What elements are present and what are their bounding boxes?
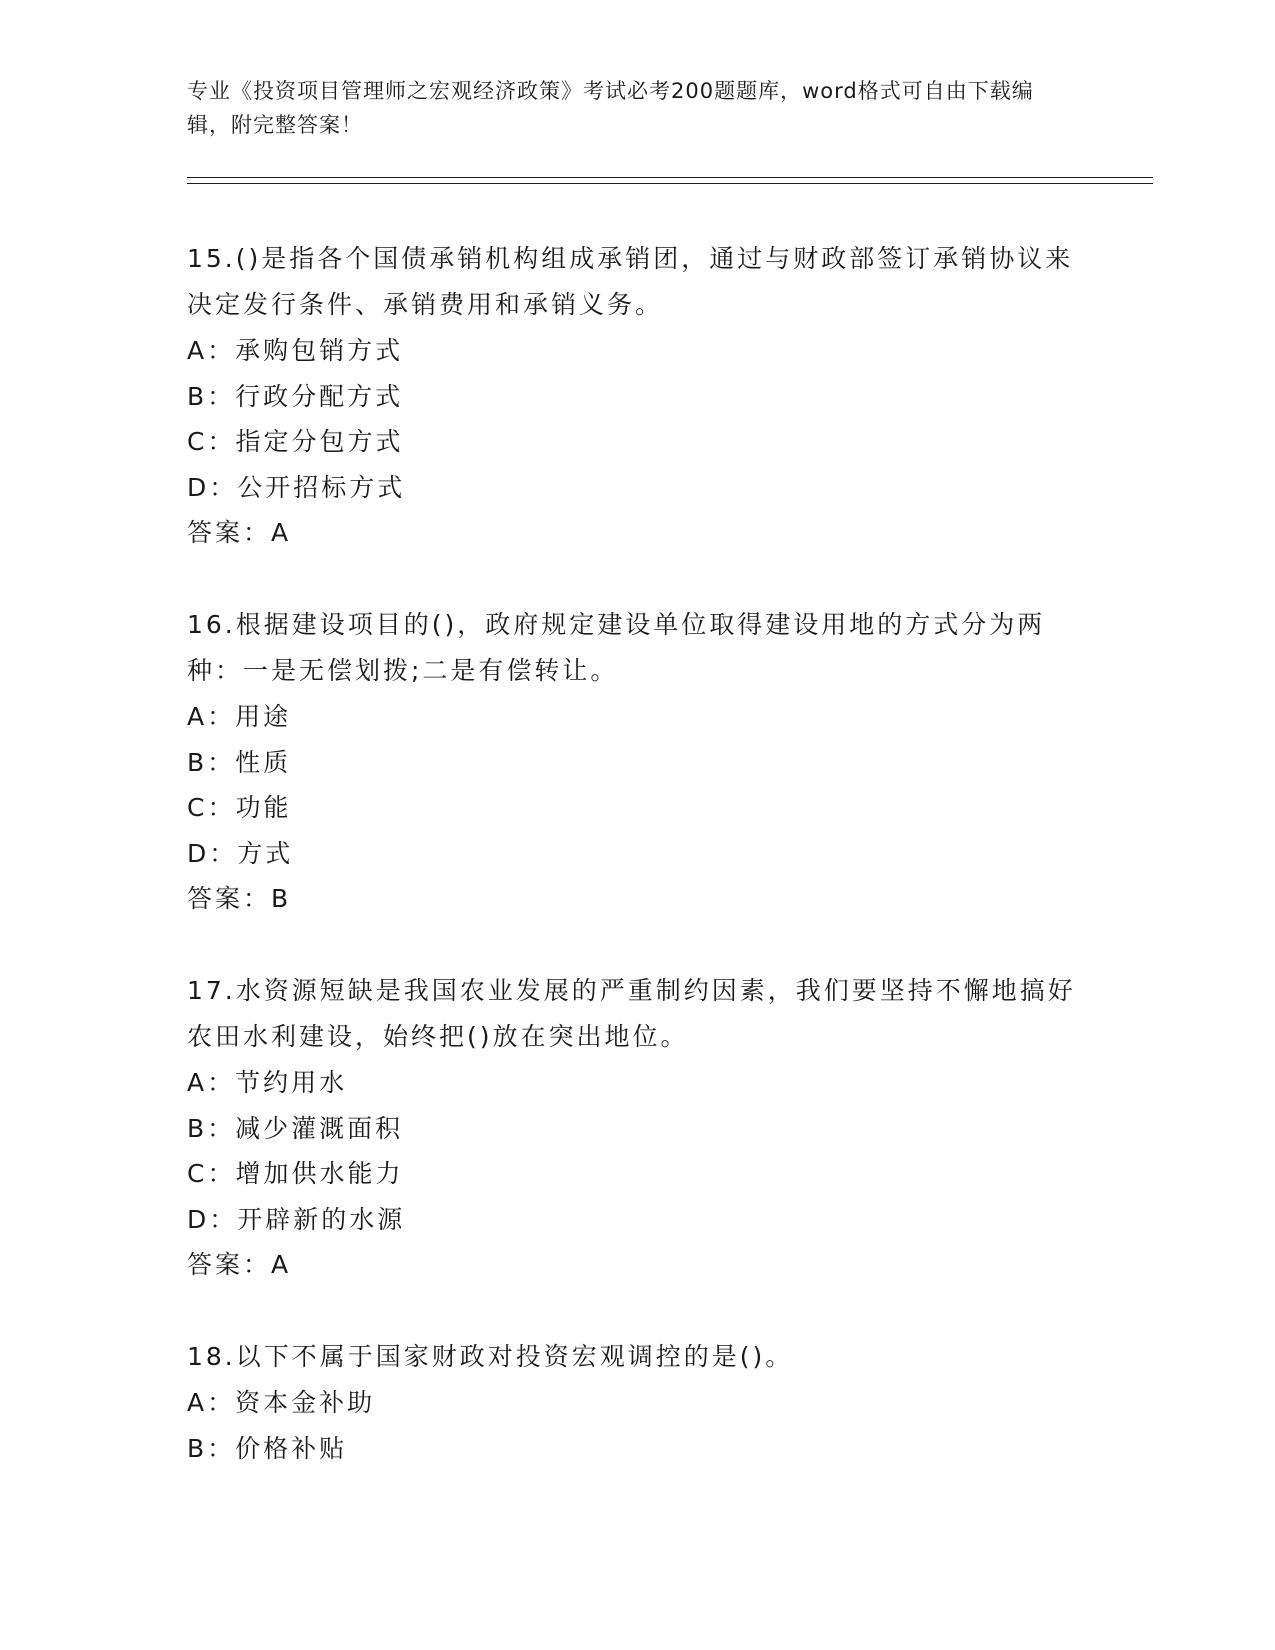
option-d: D：开辟新的水源 [187, 1204, 406, 1234]
question-stem: 16.根据建设项目的()，政府规定建设单位取得建设用地的方式分为两种：一是无偿划拨;二是有偿转让。 [187, 610, 1046, 685]
question-15 [187, 236, 1087, 556]
answer-line: 答案：A [187, 518, 292, 547]
option-b: B：价格补贴 [187, 1433, 348, 1463]
option-c: C：增加供水能力 [187, 1159, 404, 1188]
option-c: C：指定分包方式 [187, 427, 404, 456]
option-d: D：公开招标方式 [187, 472, 406, 502]
question-list [187, 236, 1087, 1517]
header-text: 专业《投资项目管理师之宏观经济政策》考试必考200题题库，word格式可自由下载编辑，附完整答案！ [187, 79, 1034, 137]
header-divider-bottom [187, 183, 1153, 184]
option-c: C：功能 [187, 793, 292, 822]
question-stem: 15.()是指各个国债承销机构组成承销团，通过与财政部签订承销协议来决定发行条件、承销费用和承销义务。 [187, 244, 1074, 319]
option-d: D：方式 [187, 838, 294, 868]
document-header [187, 74, 1067, 142]
question-18 [187, 1334, 1087, 1471]
option-b: B：减少灌溉面积 [187, 1113, 404, 1143]
answer-line: 答案：A [187, 1250, 292, 1279]
question-17 [187, 968, 1087, 1288]
option-a: A：承购包销方式 [187, 336, 404, 365]
option-a: A：资本金补助 [187, 1388, 376, 1417]
question-stem: 18.以下不属于国家财政对投资宏观调控的是()。 [187, 1342, 794, 1371]
answer-line: 答案：B [187, 884, 292, 913]
option-b: B：性质 [187, 747, 292, 777]
header-divider-top [187, 177, 1153, 178]
option-a: A：节约用水 [187, 1068, 348, 1097]
question-16 [187, 602, 1087, 922]
option-b: B：行政分配方式 [187, 381, 404, 411]
option-a: A：用途 [187, 702, 292, 731]
question-stem: 17.水资源短缺是我国农业发展的严重制约因素，我们要坚持不懈地搞好农田水利建设，始终把()放在突出地位。 [187, 976, 1076, 1051]
